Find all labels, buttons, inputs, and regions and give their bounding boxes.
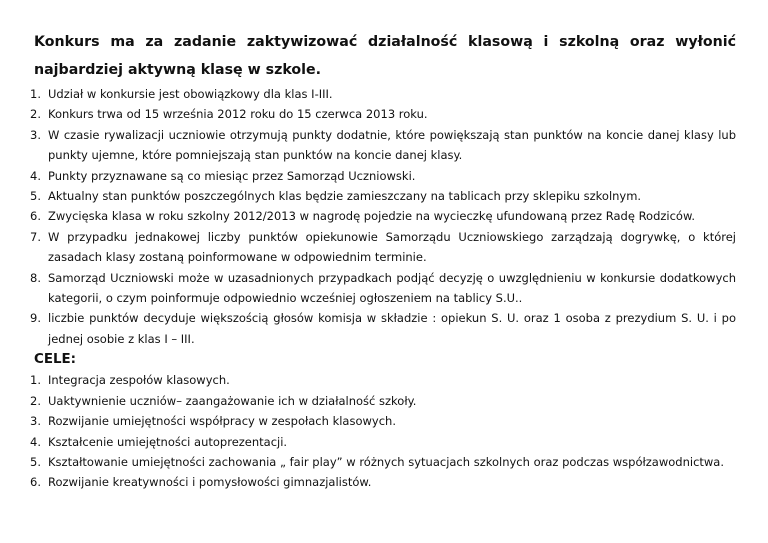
- goal-number: 1.: [30, 373, 41, 388]
- intro-paragraph: Konkurs ma za zadanie zaktywizować działalność klasową i szkolną oraz wyłonić najbardziej aktywną klasę w szkole.: [34, 34, 736, 78]
- goal-number: 6.: [30, 475, 41, 490]
- rule-text: Aktualny stan punktów poszczególnych klas będzie zamieszczany na tablicach przy sklepiku szkolnym.: [48, 189, 642, 204]
- rules-list: [30, 84, 736, 349]
- rule-text: Zwycięska klasa w roku szkolny 2012/2013 w nagrodę pojedzie na wycieczkę ufundowaną przez Radę Rodziców.: [48, 209, 695, 224]
- goals-list: [30, 370, 736, 492]
- rule-item: [30, 84, 736, 104]
- goal-text: Rozwijanie umiejętności współpracy w zespołach klasowych.: [48, 414, 396, 429]
- goal-text: Kształtowanie umiejętności zachowania „ fair play” w różnych sytuacjach szkolnych oraz podczas współzawodnictwa.: [48, 454, 725, 469]
- goal-item: [30, 432, 736, 452]
- goal-text: Kształcenie umiejętności autoprezentacji.: [48, 434, 288, 449]
- rule-number: 8.: [30, 270, 41, 285]
- rule-number: 3.: [30, 127, 41, 142]
- goal-number: 4.: [30, 434, 41, 449]
- rule-text: Samorząd Uczniowski może w uzasadnionych przypadkach podjąć decyzję o uwzględnieniu w konkursie dodatkowych kategorii, o czym poinformuje odpowiednio wcześniej ogłoszeniem na tablicy S.U..: [48, 270, 736, 306]
- rule-item: [30, 166, 736, 186]
- rule-number: 5.: [30, 189, 41, 204]
- rule-number: 7.: [30, 229, 41, 244]
- rule-item: [30, 125, 736, 166]
- goals-heading: CELE:: [34, 352, 77, 368]
- goal-text: Rozwijanie kreatywności i pomysłowości gimnazjalistów.: [48, 475, 372, 490]
- goal-item: [30, 411, 736, 431]
- rule-number: 1.: [30, 87, 41, 101]
- rule-item: [30, 104, 736, 124]
- rule-text: Punkty przyznawane są co miesiąc przez Samorząd Uczniowski.: [48, 168, 416, 183]
- goal-item: [30, 370, 736, 390]
- rule-item: [30, 308, 736, 349]
- rule-text: liczbie punktów decyduje większością głosów komisja w składzie : opiekun S. U. oraz 1 osoba z prezydium S. U. i po jednej osobie z klas I – III.: [48, 311, 736, 346]
- goal-item: [30, 472, 736, 492]
- goal-number: 3.: [30, 414, 41, 429]
- rule-number: 6.: [30, 209, 41, 224]
- rule-item: [30, 268, 736, 309]
- rule-text: Konkurs trwa od 15 września 2012 roku do 15 czerwca 2013 roku.: [48, 107, 428, 122]
- goal-text: Integracja zespołów klasowych.: [48, 373, 230, 388]
- rule-number: 2.: [30, 107, 41, 122]
- goal-item: [30, 391, 736, 411]
- document-page: [30, 28, 736, 493]
- goal-number: 2.: [30, 393, 41, 408]
- rule-number: 9.: [30, 311, 41, 326]
- rule-item: [30, 206, 736, 226]
- rule-text: Udział w konkursie jest obowiązkowy dla klas I-III.: [48, 87, 333, 101]
- goal-text: Uaktywnienie uczniów– zaangażowanie ich w działalność szkoły.: [48, 393, 417, 408]
- goal-item: [30, 452, 736, 472]
- rule-text: W czasie rywalizacji uczniowie otrzymują punkty dodatnie, które powiększają stan punktów na koncie danej klasy lub punkty ujemne, które pomniejszają stan punktów na koncie danej klasy.: [48, 127, 736, 163]
- rule-text: W przypadku jednakowej liczby punktów opiekunowie Samorządu Uczniowskiego zarządzają dogrywkę, o której zasadach klasy zostaną poinformowane w odpowiednim terminie.: [48, 229, 736, 265]
- rule-item: [30, 227, 736, 268]
- rule-number: 4.: [30, 168, 41, 183]
- rule-item: [30, 186, 736, 206]
- goal-number: 5.: [30, 454, 41, 469]
